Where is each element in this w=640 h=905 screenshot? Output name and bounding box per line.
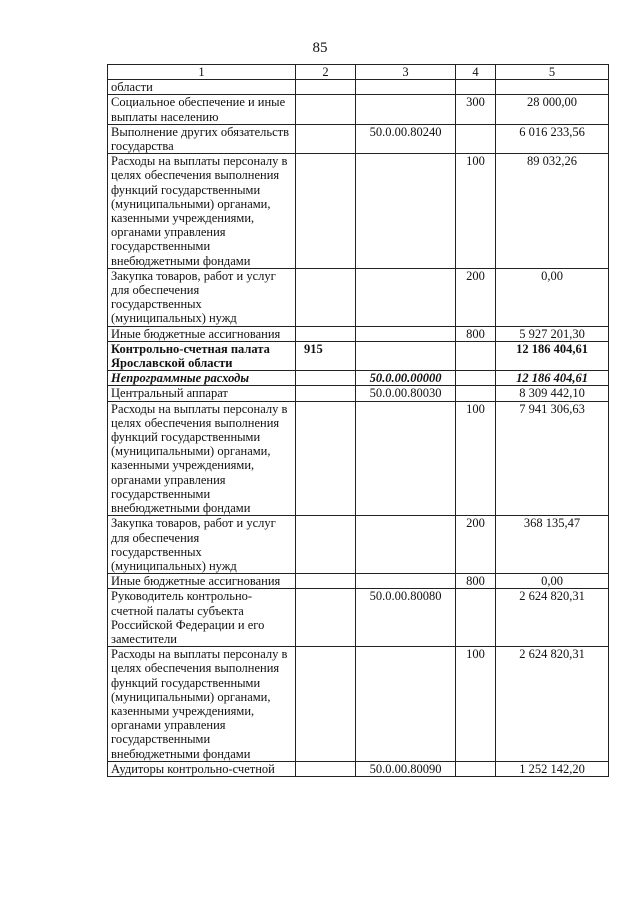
cell-target: 50.0.00.80240 bbox=[356, 124, 456, 153]
cell-name: Руководитель контрольно-счетной палаты субъекта Российской Федерации и его заместители bbox=[108, 589, 296, 647]
cell-target bbox=[356, 80, 456, 95]
cell-sum bbox=[496, 80, 609, 95]
cell-sum: 8 309 442,10 bbox=[496, 386, 609, 401]
header-cell-ministry: 2 bbox=[296, 65, 356, 80]
cell-sum: 6 016 233,56 bbox=[496, 124, 609, 153]
table-row bbox=[108, 761, 609, 776]
cell-ministry bbox=[296, 516, 356, 574]
cell-sum: 0,00 bbox=[496, 574, 609, 589]
cell-target bbox=[356, 647, 456, 762]
cell-ministry bbox=[296, 154, 356, 269]
table-row bbox=[108, 268, 609, 326]
cell-target bbox=[356, 268, 456, 326]
cell-target bbox=[356, 154, 456, 269]
table-row bbox=[108, 154, 609, 269]
cell-type bbox=[456, 124, 496, 153]
cell-ministry bbox=[296, 95, 356, 124]
cell-name: Иные бюджетные ассигнования bbox=[108, 326, 296, 341]
cell-type bbox=[456, 589, 496, 647]
cell-type bbox=[456, 341, 496, 370]
cell-type bbox=[456, 761, 496, 776]
table-row bbox=[108, 401, 609, 516]
cell-sum: 89 032,26 bbox=[496, 154, 609, 269]
header-cell-name: 1 bbox=[108, 65, 296, 80]
cell-name: Выполнение других обязательств государства bbox=[108, 124, 296, 153]
cell-target bbox=[356, 95, 456, 124]
cell-name: Иные бюджетные ассигнования bbox=[108, 574, 296, 589]
page-number: 85 bbox=[312, 40, 328, 56]
cell-type: 200 bbox=[456, 516, 496, 574]
cell-type bbox=[456, 371, 496, 386]
header-cell-target: 3 bbox=[356, 65, 456, 80]
header-cell-type: 4 bbox=[456, 65, 496, 80]
cell-sum: 28 000,00 bbox=[496, 95, 609, 124]
table-row bbox=[108, 95, 609, 124]
table-row bbox=[108, 371, 609, 386]
cell-target: 50.0.00.00000 bbox=[356, 371, 456, 386]
cell-ministry bbox=[296, 401, 356, 516]
cell-type: 800 bbox=[456, 574, 496, 589]
cell-ministry bbox=[296, 589, 356, 647]
cell-target bbox=[356, 516, 456, 574]
cell-ministry bbox=[296, 124, 356, 153]
budget-table bbox=[107, 64, 609, 777]
cell-type: 200 bbox=[456, 268, 496, 326]
cell-type: 300 bbox=[456, 95, 496, 124]
table-row bbox=[108, 124, 609, 153]
cell-name: Закупка товаров, работ и услуг для обеспечения государственных (муниципальных) нужд bbox=[108, 268, 296, 326]
cell-target bbox=[356, 401, 456, 516]
cell-sum: 7 941 306,63 bbox=[496, 401, 609, 516]
cell-type: 100 bbox=[456, 401, 496, 516]
budget-table-body bbox=[108, 65, 609, 777]
cell-name: Закупка товаров, работ и услуг для обеспечения государственных (муниципальных) нужд bbox=[108, 516, 296, 574]
cell-ministry bbox=[296, 326, 356, 341]
cell-ministry: 915 bbox=[296, 341, 356, 370]
header-cell-sum: 5 bbox=[496, 65, 609, 80]
table-row bbox=[108, 647, 609, 762]
cell-name: Центральный аппарат bbox=[108, 386, 296, 401]
cell-target bbox=[356, 341, 456, 370]
table-row bbox=[108, 574, 609, 589]
table-row bbox=[108, 516, 609, 574]
cell-name: Контрольно-счетная палата Ярославской области bbox=[108, 341, 296, 370]
cell-sum: 2 624 820,31 bbox=[496, 589, 609, 647]
cell-sum: 2 624 820,31 bbox=[496, 647, 609, 762]
cell-name: Аудиторы контрольно-счетной bbox=[108, 761, 296, 776]
cell-name: Расходы на выплаты персоналу в целях обеспечения выполнения функций государственными (муниципальными) органами, казенными учреждениями, органами управления государственными внебюджетными фондами bbox=[108, 154, 296, 269]
cell-name: Расходы на выплаты персоналу в целях обеспечения выполнения функций государственными (муниципальными) органами, казенными учреждениями, органами управления государственными внебюджетными фондами bbox=[108, 401, 296, 516]
cell-ministry bbox=[296, 647, 356, 762]
cell-type: 800 bbox=[456, 326, 496, 341]
cell-sum: 0,00 bbox=[496, 268, 609, 326]
table-row bbox=[108, 80, 609, 95]
cell-ministry bbox=[296, 268, 356, 326]
cell-sum: 12 186 404,61 bbox=[496, 341, 609, 370]
cell-name: Расходы на выплаты персоналу в целях обеспечения выполнения функций государственными (муниципальными) органами, казенными учреждениями, органами управления государственными внебюджетными фондами bbox=[108, 647, 296, 762]
table-row bbox=[108, 326, 609, 341]
cell-ministry bbox=[296, 371, 356, 386]
cell-ministry bbox=[296, 574, 356, 589]
table-row bbox=[108, 386, 609, 401]
table-row bbox=[108, 341, 609, 370]
cell-name: области bbox=[108, 80, 296, 95]
cell-ministry bbox=[296, 80, 356, 95]
cell-sum: 368 135,47 bbox=[496, 516, 609, 574]
cell-name: Непрограммные расходы bbox=[108, 371, 296, 386]
cell-target: 50.0.00.80090 bbox=[356, 761, 456, 776]
cell-type bbox=[456, 80, 496, 95]
cell-type: 100 bbox=[456, 647, 496, 762]
cell-sum: 12 186 404,61 bbox=[496, 371, 609, 386]
cell-ministry bbox=[296, 386, 356, 401]
cell-target bbox=[356, 574, 456, 589]
cell-target: 50.0.00.80080 bbox=[356, 589, 456, 647]
table-header-row bbox=[108, 65, 609, 80]
cell-target bbox=[356, 326, 456, 341]
cell-target: 50.0.00.80030 bbox=[356, 386, 456, 401]
cell-ministry bbox=[296, 761, 356, 776]
cell-name: Социальное обеспечение и иные выплаты населению bbox=[108, 95, 296, 124]
cell-sum: 5 927 201,30 bbox=[496, 326, 609, 341]
cell-sum: 1 252 142,20 bbox=[496, 761, 609, 776]
cell-type: 100 bbox=[456, 154, 496, 269]
table-row bbox=[108, 589, 609, 647]
cell-type bbox=[456, 386, 496, 401]
